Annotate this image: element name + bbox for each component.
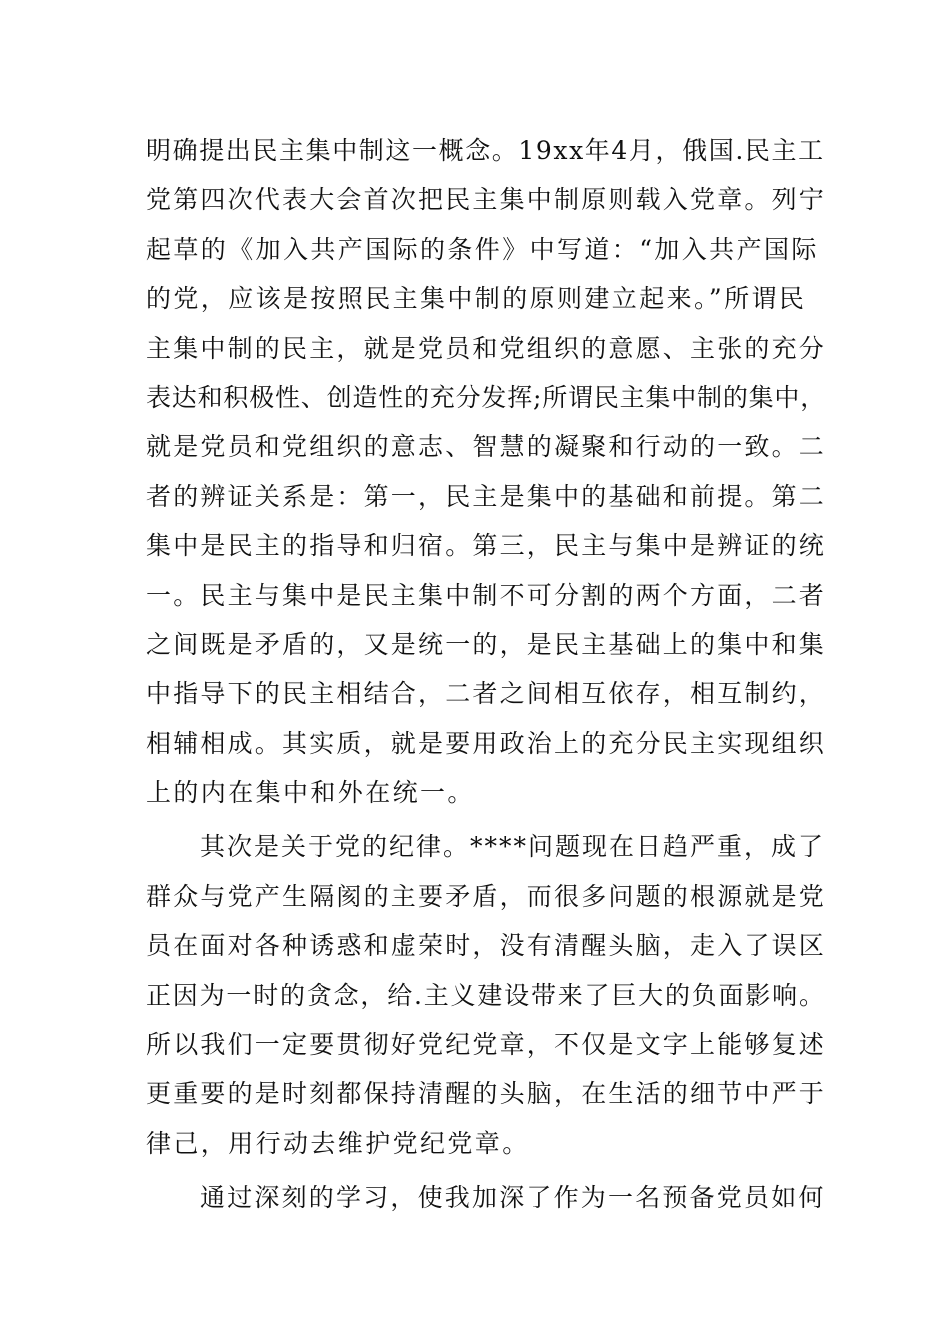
text-line: 起草的《加入共产国际的条件》中写道：“加入共产国际 <box>146 234 819 264</box>
text-line: 中指导下的民主相结合，二者之间相互依存，相互制约， <box>146 679 827 709</box>
text-line: 一。民主与集中是民主集中制不可分割的两个方面，二者 <box>146 580 827 610</box>
text-line: 明确提出民主集中制这一概念。19xx年4月，俄国.民主工 <box>146 136 825 165</box>
text-line: 之间既是矛盾的，又是统一的，是民主基础上的集中和集 <box>146 629 827 659</box>
text-line: 党第四次代表大会首次把民主集中制原则载入党章。列宁 <box>146 185 827 215</box>
paragraph <box>146 1173 826 1222</box>
text-line: 就是党员和党组织的意志、智慧的凝聚和行动的一致。二 <box>146 432 827 462</box>
text-line: 集中是民主的指导和归宿。第三，民主与集中是辨证的统 <box>146 531 827 561</box>
paragraph <box>146 822 826 1168</box>
text-line: 正因为一时的贪念，给.主义建设带来了巨大的负面影响。 <box>146 980 826 1010</box>
paragraph <box>146 126 826 817</box>
text-line: 主集中制的民主，就是党员和党组织的意愿、主张的充分 <box>146 333 827 363</box>
text-line: 更重要的是时刻都保持清醒的头脑，在生活的细节中严于 <box>146 1079 827 1109</box>
text-line: 表达和积极性、创造性的充分发挥;所谓民主集中制的集中， <box>146 382 827 412</box>
text-line: 律己，用行动去维护党纪党章。 <box>146 1128 530 1158</box>
text-line: 其次是关于党的纪律。****问题现在日趋严重，成了 <box>200 832 826 862</box>
text-line: 相辅相成。其实质，就是要用政治上的充分民主实现组织 <box>146 728 827 758</box>
text-line: 的党，应该是按照民主集中制的原则建立起来。”所谓民 <box>146 284 807 314</box>
document-body <box>146 126 826 1223</box>
text-line: 者的辨证关系是：第一，民主是集中的基础和前提。第二 <box>146 481 827 511</box>
text-line: 群众与党产生隔阂的主要矛盾，而很多问题的根源就是党 <box>146 881 827 911</box>
text-line: 通过深刻的学习，使我加深了作为一名预备党员如何 <box>200 1183 826 1213</box>
text-line: 所以我们一定要贯彻好党纪党章，不仅是文字上能够复述 <box>146 1030 827 1060</box>
text-line: 上的内在集中和外在统一。 <box>146 778 475 808</box>
text-line: 员在面对各种诱惑和虚荣时，没有清醒头脑，走入了误区 <box>146 931 827 961</box>
